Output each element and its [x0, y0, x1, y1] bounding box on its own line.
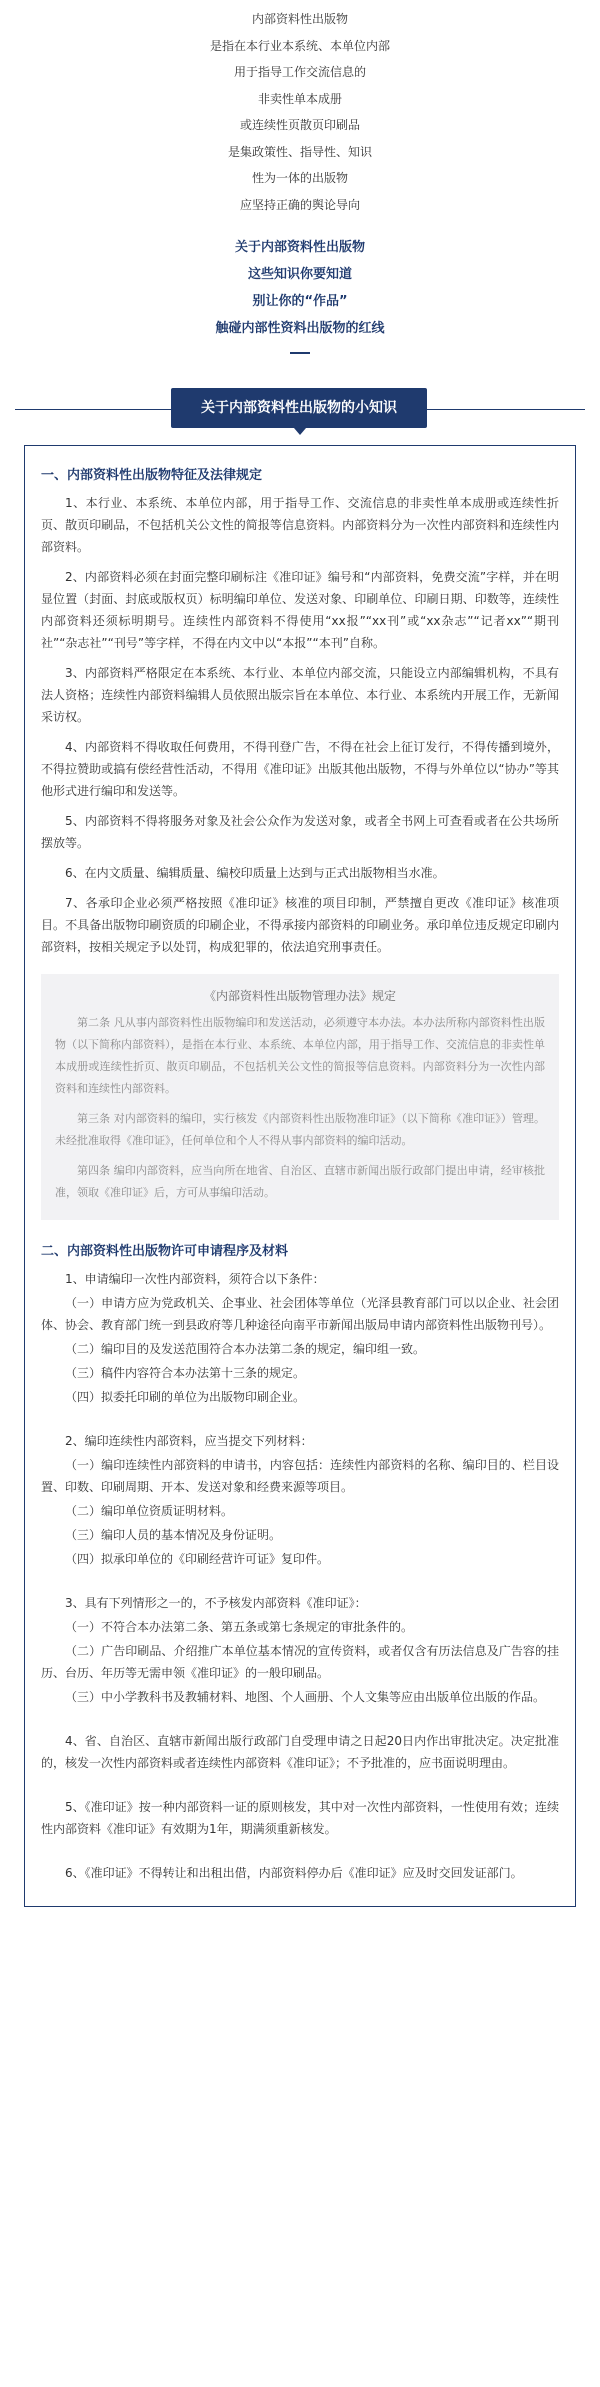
intro-line: 用于指导工作交流信息的 [233, 65, 366, 79]
intro-line: 应坚持正确的舆论导向 [239, 197, 360, 212]
section1-heading: 一、内部资料性出版物特征及法律规定 [41, 468, 263, 483]
section-title: 关于内部资料性出版物的小知识 [171, 388, 427, 428]
subtitle-group [0, 234, 600, 342]
regulation-box [41, 974, 559, 1220]
section2-heading: 二、内部资料性出版物许可申请程序及材料 [41, 1244, 289, 1259]
requirement-item: （一）不符合本办法第二条、第五条或第七条规定的审批条件的。 [65, 1620, 414, 1634]
subtitle-line: 这些知识你要知道 [247, 267, 352, 282]
divider [290, 352, 310, 354]
paragraph: 7、各承印企业必须严格按照《准印证》核准的项目印制，严禁擅自更改《准印证》核准项目。不具备出版物印刷资质的印刷企业，不得承接内部资料的印刷业务。承印单位违反规定印刷内部资料，按相关规定予以处罚，构成犯罪的，依法追究刑事责任。 [41, 896, 559, 954]
paragraph: 5、内部资料不得将服务对象及社会公众作为发送对象，或者全书网上可查看或者在公共场所摆放等。 [41, 814, 559, 850]
intro-line: 是指在本行业本系统、本单位内部 [209, 38, 390, 53]
requirement-block [41, 1430, 559, 1570]
requirement-item: （四）拟承印单位的《印刷经营许可证》复印件。 [65, 1552, 330, 1566]
requirement-item: 1、申请编印一次性内部资料，须符合以下条件： [65, 1272, 325, 1286]
requirement-block [41, 1592, 559, 1708]
regulation-paragraph: 第三条 对内部资料的编印，实行核发《内部资料性出版物准印证》（以下简称《准印证》）管理。未经批准取得《准印证》，任何单位和个人不得从事内部资料的编印活动。 [55, 1112, 545, 1147]
subtitle-line: 触碰内部性资料出版物的红线 [215, 321, 385, 336]
requirement-item: （二）编印目的及发送范围符合本办法第二条的规定，编印组一致。 [65, 1342, 426, 1356]
intro-line: 非卖性单本成册 [257, 91, 342, 106]
paragraph: 2、内部资料必须在封面完整印刷标注《准印证》编号和“内部资料，免费交流”字样，并在明显位置（封面、封底或版权页）标明编印单位、发送对象、印刷单位、印刷日期、印数等，连续性内部资料还须标明期号。连续性内部资料不得使用“xx报”“xx刊”或“xx杂志”“记者xx”“期刊社”“杂志社”“刊号”等字样，不得在内文中以“本报”“本刊”自称。 [41, 570, 559, 650]
regulation-title: 《内部资料性出版物管理办法》规定 [203, 989, 396, 1003]
requirement-item: （二）编印单位资质证明材料。 [65, 1504, 234, 1518]
intro-line: 性为一体的出版物 [251, 171, 348, 185]
requirement-item: （三）编印人员的基本情况及身份证明。 [65, 1528, 282, 1542]
intro [0, 0, 600, 218]
requirement-item: （四）拟委托印刷的单位为出版物印刷企业。 [65, 1390, 306, 1404]
requirement-item: （一）申请方应为党政机关、企事业、社会团体等单位（光泽县教育部门可以以企业、社会团体、协会、教育部门统一到县政府等几种途径向南平市新闻出版局申请内部资料性出版物刊号）。 [41, 1296, 559, 1332]
requirement-item: 5、《准印证》按一种内部资料一证的原则核发，其中对一次性内部资料，一性使用有效；连续性内部资料《准印证》有效期为1年，期满须重新核发。 [41, 1800, 559, 1836]
requirement-item: （二）广告印刷品、介绍推广本单位基本情况的宣传资料，或者仅含有历法信息及广告容的挂历、台历、年历等无需申领《准印证》的一般印刷品。 [41, 1644, 559, 1680]
regulation-paragraph: 第二条 凡从事内部资料性出版物编印和发送活动，必须遵守本办法。本办法所称内部资料性出版物（以下简称内部资料），是指在本行业、本系统、本单位内部，用于指导工作、交流信息的非卖性单本成册或连续性折页、散页印刷品，不包括机关公文性的简报等信息资料。内部资料分为一次性内部资料和连续性内部资料。 [55, 1016, 545, 1095]
requirement-item: （三）稿件内容符合本办法第十三条的规定。 [65, 1366, 306, 1380]
requirement-item: 4、省、自治区、直辖市新闻出版行政部门自受理申请之日起20日内作出审批决定。决定批准的，核发一次性内部资料或者连续性内部资料《准印证》；不予批准的，应书面说明理由。 [41, 1734, 559, 1770]
intro-line: 或连续性页散页印刷品 [239, 118, 360, 132]
requirement-block [41, 1796, 559, 1840]
requirement-block [41, 1730, 559, 1774]
requirement-block [41, 1862, 559, 1884]
requirement-item: 6、《准印证》不得转让和出租出借，内部资料停办后《准印证》应及时交回发证部门。 [65, 1866, 523, 1880]
requirement-block [41, 1268, 559, 1408]
regulation-paragraph: 第四条 编印内部资料，应当向所在地省、自治区、直辖市新闻出版行政部门提出申请，经审核批准，领取《准印证》后，方可从事编印活动。 [55, 1164, 545, 1199]
requirement-item: 2、编印连续性内部资料，应当提交下列材料： [65, 1434, 313, 1448]
paragraph: 6、在内文质量、编辑质量、编校印质量上达到与正式出版物相当水准。 [65, 866, 445, 880]
subtitle-line: 别让你的“作品” [252, 294, 348, 309]
intro-line: 内部资料性出版物 [251, 12, 348, 26]
paragraph: 4、内部资料不得收取任何费用，不得刊登广告，不得在社会上征订发行，不得传播到境外，不得拉赞助或搞有偿经营性活动，不得用《准印证》出版其他出版物，不得与外单位以“协办”等其他形式进行编印和发送等。 [41, 740, 559, 798]
requirement-item: （三）中小学教科书及教辅材料、地图、个人画册、个人文集等应由出版单位出版的作品。 [65, 1690, 546, 1704]
requirement-item: （一）编印连续性内部资料的申请书，内容包括：连续性内部资料的名称、编印目的、栏目设置、印数、印刷周期、开本、发送对象和经费来源等项目。 [41, 1458, 559, 1494]
title-arrow-icon [294, 428, 306, 435]
content-card [24, 445, 576, 1907]
paragraph: 1、本行业、本系统、本单位内部，用于指导工作、交流信息的非卖性单本成册或连续性折页、散页印刷品，不包括机关公文性的简报等信息资料。内部资料分为一次性内部资料和连续性内部资料。 [41, 496, 559, 554]
requirement-item: 3、具有下列情形之一的，不予核发内部资料《准印证》： [65, 1596, 367, 1610]
title-banner [0, 381, 600, 437]
subtitle-line: 关于内部资料性出版物 [234, 240, 365, 255]
paragraph: 3、内部资料严格限定在本系统、本行业、本单位内部交流，只能设立内部编辑机构，不具有法人资格；连续性内部资料编辑人员依照出版宗旨在本单位、本行业、本系统内开展工作，无新闻采访权。 [41, 666, 559, 724]
intro-line: 是集政策性、指导性、知识 [227, 144, 372, 159]
